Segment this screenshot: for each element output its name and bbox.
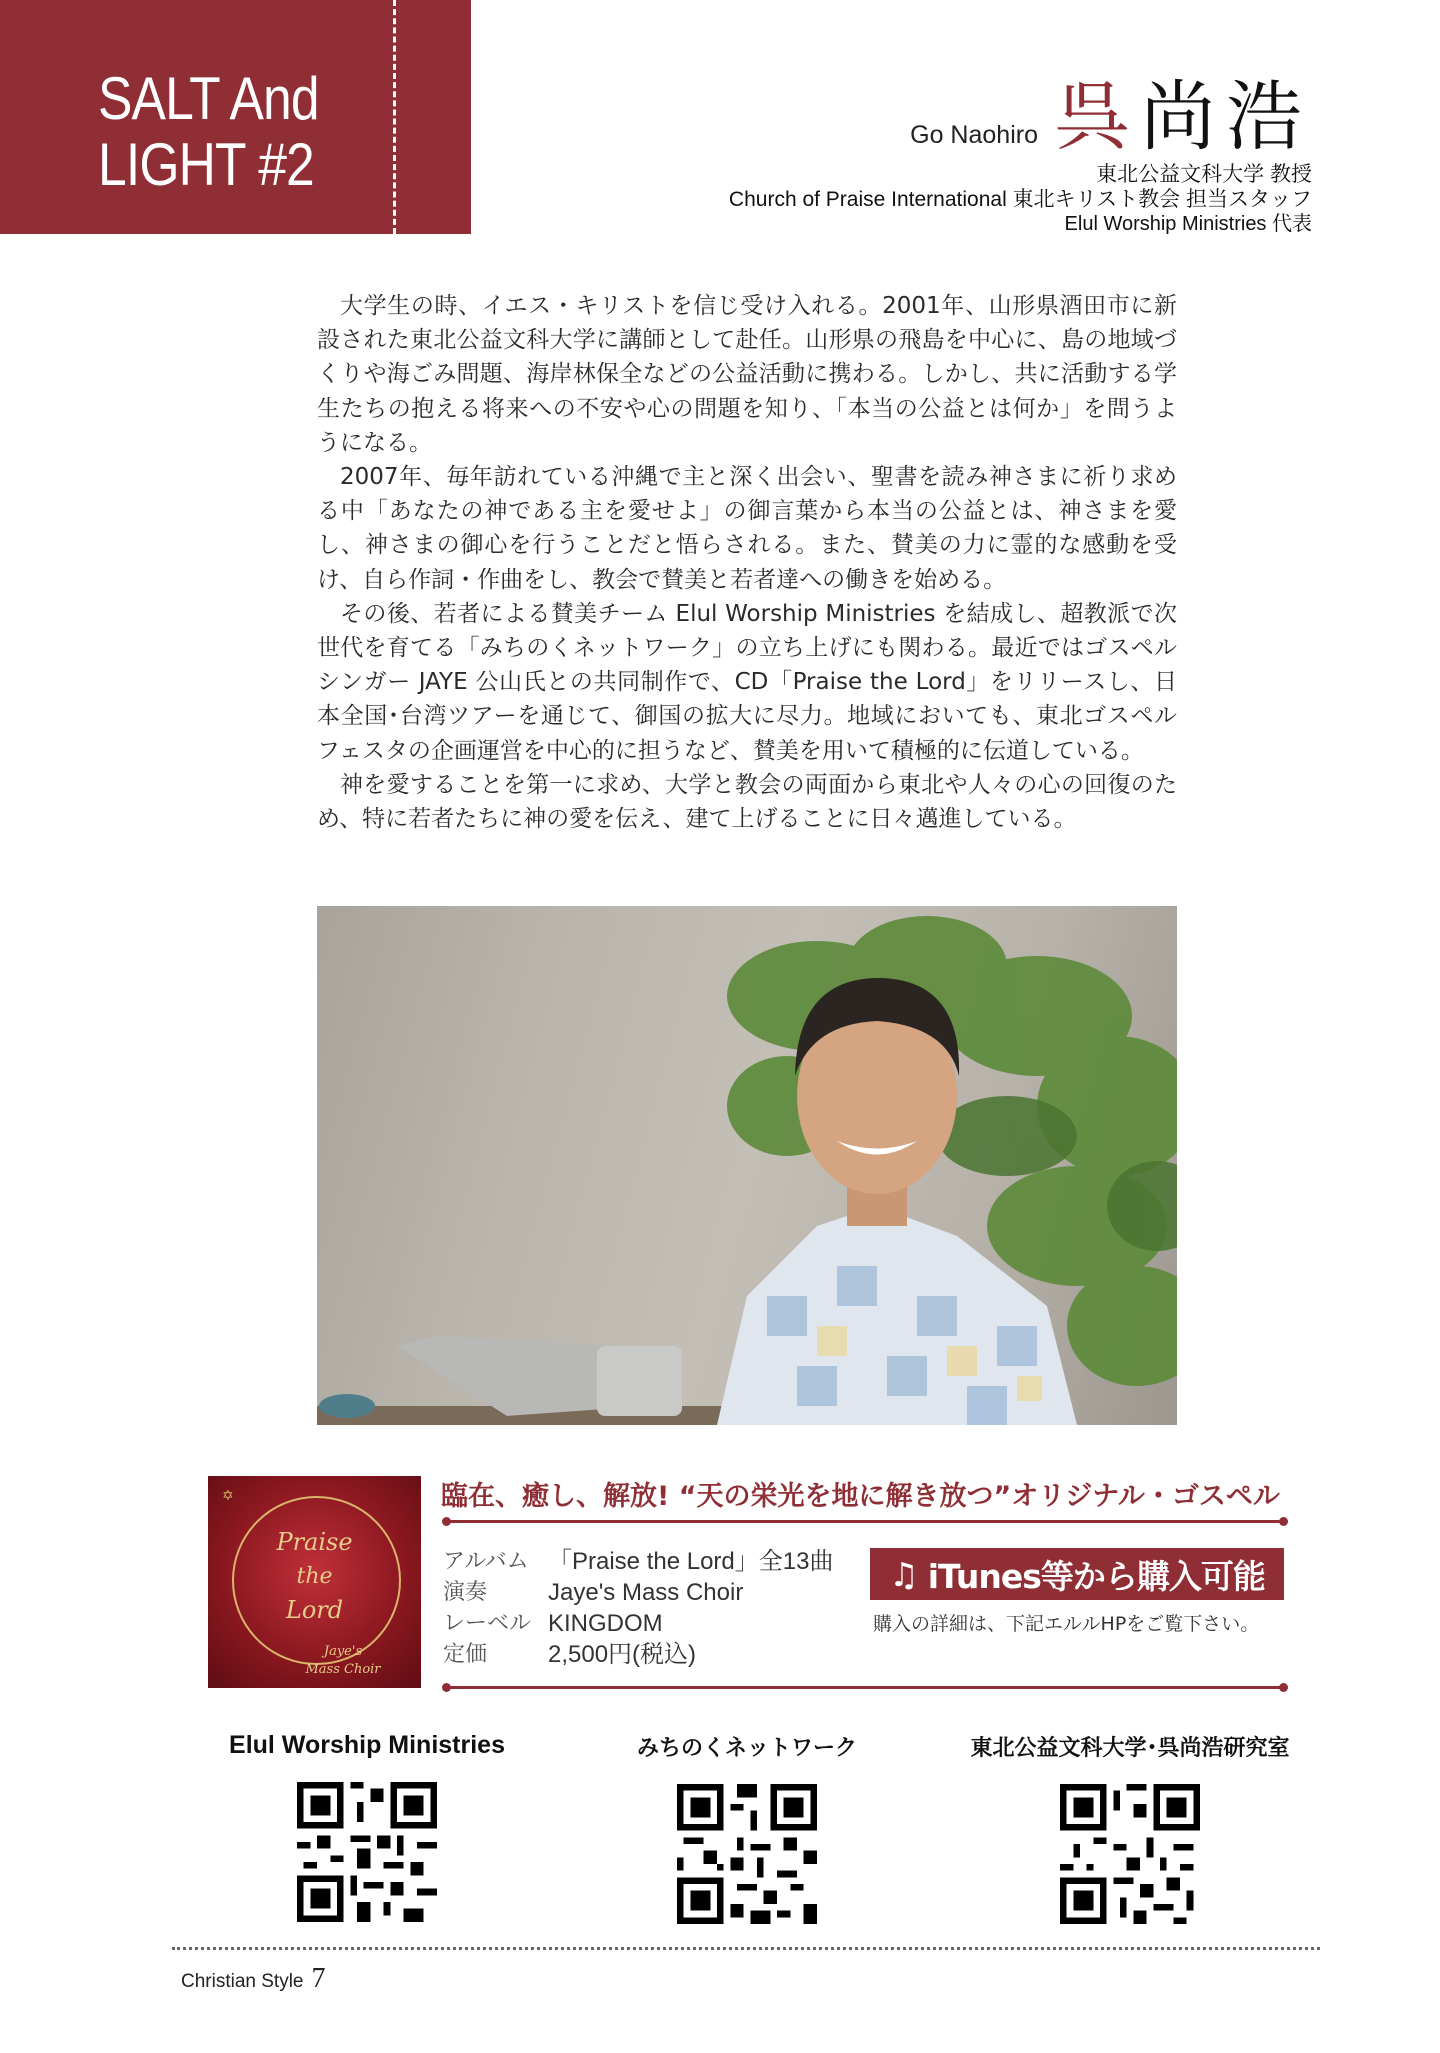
name-kanji-family: 呉 — [1054, 72, 1140, 161]
itunes-purchase-badge — [870, 1548, 1284, 1600]
album-cover-artist-1: Jaye's — [323, 1644, 363, 1659]
album-cover-title-1: Praise — [276, 1528, 353, 1556]
itunes-purchase-label: iTunes等から購入可能 — [927, 1556, 1265, 1596]
affiliations — [729, 162, 1312, 237]
footer-divider — [172, 1947, 1320, 1950]
qr-michinoku[interactable] — [582, 1731, 912, 1924]
spec-value: 2,500円(税込) — [548, 1641, 697, 1668]
album-divider-bottom — [446, 1686, 1284, 1689]
album-headline: 臨在、癒し、解放! “天の栄光を地に解き放つ”オリジナル・ゴスペル — [441, 1481, 1280, 1512]
series-title-line-1: SALT And — [98, 65, 319, 132]
spec-row — [443, 1577, 833, 1608]
page-number: 7 — [311, 1963, 326, 1994]
series-title-line-2: LIGHT #2 — [98, 131, 314, 198]
banner-dashed-line — [393, 0, 396, 234]
page-footer — [181, 1963, 326, 1995]
series-title — [98, 66, 319, 198]
spec-value: KINGDOM — [548, 1610, 663, 1637]
spec-key: レーベル — [443, 1611, 532, 1636]
album-divider-top — [446, 1520, 1284, 1523]
album-cover-title-2: the — [296, 1564, 333, 1589]
magazine-name: Christian Style — [181, 1971, 304, 1992]
qr-label: みちのくネットワーク — [636, 1736, 857, 1761]
name-kanji — [1054, 72, 1312, 162]
affiliation-church: Church of Praise International 東北キリスト教会 担当スタッフ — [728, 188, 1312, 211]
spec-value: Jaye's Mass Choir — [548, 1579, 744, 1606]
qr-code-icon[interactable] — [1060, 1784, 1200, 1924]
music-note-icon: ♫ — [889, 1554, 918, 1594]
qr-label: 東北公益文科大学･呉尚浩研究室 — [970, 1736, 1290, 1761]
affiliation-university: 東北公益文科大学 教授 — [1096, 163, 1312, 186]
purchase-note: 購入の詳細は、下記エルルHPをご覧下さい。 — [873, 1613, 1260, 1635]
qr-go-lab[interactable] — [965, 1731, 1295, 1924]
album-cover — [208, 1476, 421, 1688]
portrait-photo — [317, 906, 1177, 1425]
name-romaji: Go Naohiro — [910, 121, 1038, 149]
qr-label: Elul Worship Ministries — [229, 1731, 505, 1759]
biography — [317, 289, 1177, 836]
spec-value: 「Praise the Lord」全13曲 — [548, 1548, 834, 1575]
spec-row — [443, 1546, 833, 1577]
bio-paragraph: 2007年、毎年訪れている沖縄で主と深く出会い、聖書を読み神さまに祈り求める中「あなたの神である主を愛せよ」の御言葉から本当の公益とは、神さまを愛し、神さまの御心を行うことだと悟らされる。また、賛美の力に霊的な感動を受け、自ら作詞・作曲をし、教会で賛美と若者達への働きを始める。 — [317, 464, 1177, 593]
spec-key: 定価 — [443, 1642, 488, 1667]
profile-name — [910, 72, 1312, 162]
album-cover-title-3: Lord — [285, 1596, 344, 1624]
qr-code-icon[interactable] — [677, 1784, 817, 1924]
portrait-illustration — [317, 906, 1177, 1425]
album-specs — [443, 1546, 833, 1670]
affiliation-ministry: Elul Worship Ministries 代表 — [1064, 213, 1312, 235]
name-kanji-given: 尚浩 — [1140, 72, 1312, 161]
spec-row — [443, 1639, 833, 1670]
spec-key: アルバム — [443, 1549, 529, 1574]
series-banner — [0, 0, 471, 234]
spec-row — [443, 1608, 833, 1639]
album-cover-artist-2: Mass Choir — [305, 1662, 381, 1677]
spec-key: 演奏 — [443, 1580, 488, 1605]
bio-paragraph: 大学生の時、イエス・キリストを信じ受け入れる。2001年、山形県酒田市に新設された東北公益文科大学に講師として赴任。山形県の飛島を中心に、島の地域づくりや海ごみ問題、海岸林保全などの公益活動に携わる。しかし、共に活動する学生たちの抱える将来への不安や心の問題を知り、「本当の公益とは何か」を問うようになる。 — [317, 293, 1178, 456]
qr-code-icon[interactable] — [297, 1782, 437, 1922]
bio-paragraph: その後、若者による賛美チーム Elul Worship Ministries を結成し、超教派で次世代を育てる「みちのくネットワーク」の立ち上げにも関わる。最近ではゴスペルシンガー JAYE 公山氏との共同制作で、CD「Praise the Lord」をリリースし、日本全国･台湾ツアーを通じて、御国の拡大に尽力。地域においても、東北ゴスペルフェスタの企画運営を中心的に担うなど、賛美を用いて積極的に伝道している。 — [317, 600, 1177, 764]
qr-elul[interactable] — [202, 1731, 532, 1922]
menorah-icon: ✡ — [222, 1488, 234, 1504]
bio-paragraph: 神を愛することを第一に求め、大学と教会の両面から東北や人々の心の回復のため、特に若者たちに神の愛を伝え、建て上げることに日々邁進している。 — [317, 771, 1177, 833]
